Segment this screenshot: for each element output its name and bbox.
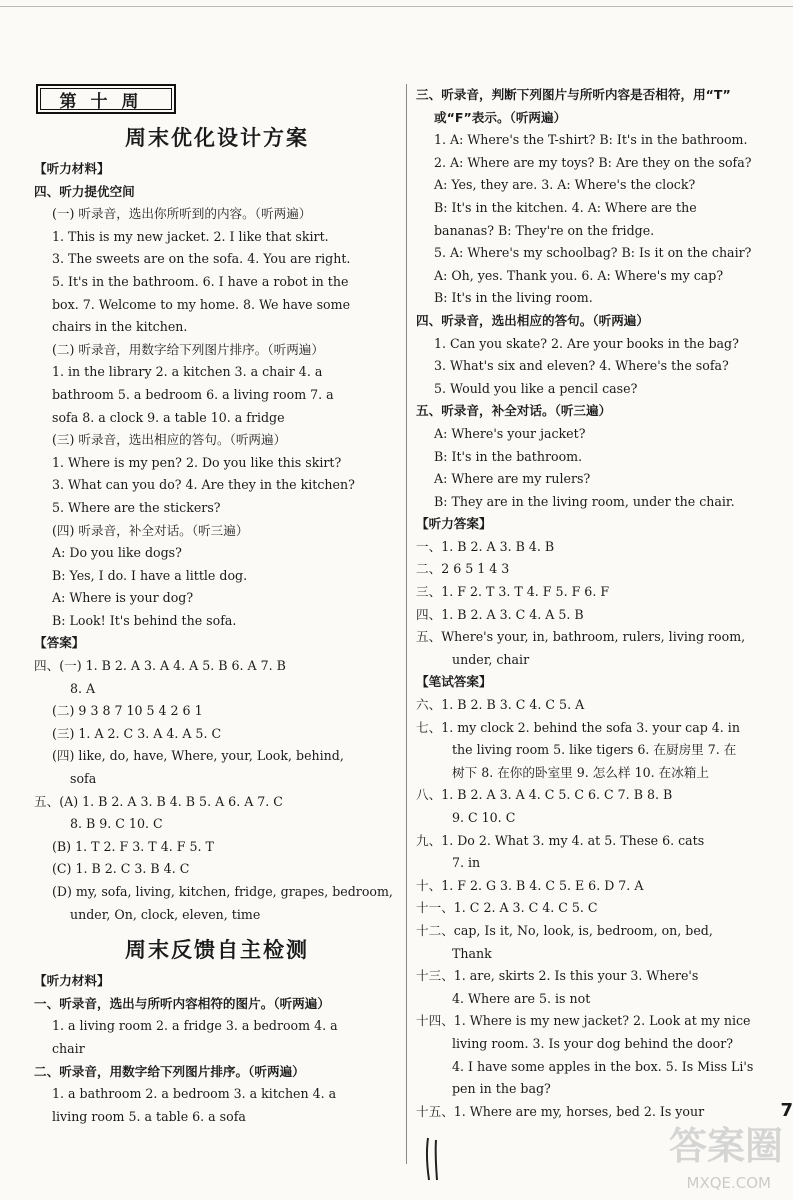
text-line: 二、听录音，用数字给下列图片排序。（听两遍）	[34, 1063, 305, 1079]
text-line: 4. Where are 5. is not	[452, 990, 591, 1006]
text-line: 1. Where is my pen? 2. Do you like this skirt?	[52, 454, 342, 470]
text-line: 树下 8. 在你的卧室里 9. 怎么样 10. 在冰箱上	[452, 764, 709, 780]
text-line: 四、听录音，选出相应的答句。（听两遍）	[416, 312, 649, 328]
text-line: 十二、cap, Is it, No, look, is, bedroom, on, bed,	[416, 922, 713, 938]
text-line: bathroom 5. a bedroom 6. a living room 7. a	[52, 386, 334, 402]
text-line: 八、1. B 2. A 3. A 4. C 5. C 6. C 7. B 8. B	[416, 787, 673, 803]
text-line: B: They are in the living room, under the chair.	[434, 493, 735, 509]
text-line: A: Oh, yes. Thank you. 6. A: Where's my cap?	[434, 267, 724, 283]
week-label-box	[36, 84, 176, 114]
text-line: 1. a living room 2. a fridge 3. a bedroom 4. a	[52, 1018, 338, 1034]
text-line: sofa 8. a clock 9. a table 10. a fridge	[52, 409, 285, 425]
text-line: (D) my, sofa, living, kitchen, fridge, grapes, bedroom,	[52, 884, 393, 899]
text-line: (B) 1. T 2. F 3. T 4. F 5. T	[52, 838, 214, 854]
text-line: 十四、1. Where is my new jacket? 2. Look at my nice	[416, 1013, 751, 1029]
text-line: 5. A: Where's my schoolbag? B: Is it on the chair?	[434, 245, 752, 261]
watermark-text-large: 答案圈	[668, 1124, 783, 1168]
text-line: B: It's in the bathroom.	[434, 448, 583, 464]
text-line: 5. It's in the bathroom. 6. I have a robot in the	[52, 273, 349, 289]
text-line: 1. A: Where's the T-shirt? B: It's in the bathroom.	[434, 132, 748, 148]
text-line: 8. A	[70, 680, 96, 696]
text-line: (四) 听录音，补全对话。（听三遍）	[52, 522, 249, 538]
text-line: 或“F”表示。（听两遍）	[434, 109, 567, 125]
text-line: under, chair	[452, 651, 530, 667]
text-line: B: Look! It's behind the sofa.	[52, 612, 237, 628]
text-line: A: Where are my rulers?	[434, 471, 591, 487]
text-line: B: It's in the living room.	[434, 290, 593, 306]
text-line: sofa	[70, 771, 97, 787]
text-line: 十一、1. C 2. A 3. C 4. C 5. C	[416, 900, 598, 916]
text-line: 2. A: Where are my toys? B: Are they on the sofa?	[434, 154, 752, 170]
text-line: Thank	[452, 945, 492, 961]
text-line: 5. Would you like a pencil case?	[434, 380, 638, 396]
page-number: 7	[780, 1100, 793, 1121]
left-column	[34, 84, 400, 1128]
watermark-logo	[633, 1120, 793, 1200]
text-line: living room. 3. Is your dog behind the door?	[452, 1035, 733, 1051]
text-line: box. 7. Welcome to my home. 8. We have some	[52, 296, 351, 312]
text-line: chair	[52, 1040, 85, 1056]
text-line: 【听力答案】	[416, 516, 492, 532]
text-line: 五、Where's your, in, bathroom, rulers, living room,	[416, 629, 746, 645]
text-line: 1. This is my new jacket. 2. I like that skirt.	[52, 228, 329, 244]
text-line: bananas? B: They're on the fridge.	[434, 222, 655, 238]
text-line: 【笔试答案】	[416, 674, 492, 690]
text-line: 三、听录音，判断下列图片与所听内容是否相符，用“T”	[416, 87, 731, 102]
text-line: 3. What can you do? 4. Are they in the kitchen?	[52, 477, 355, 493]
text-line: living room 5. a table 6. a sofa	[52, 1108, 246, 1124]
text-line: (四) like, do, have, Where, your, Look, behind,	[52, 748, 344, 764]
page-mark-icon	[422, 1136, 446, 1182]
text-line: B: It's in the kitchen. 4. A: Where are the	[434, 199, 697, 215]
text-line: 五、(A) 1. B 2. A 3. B 4. B 5. A 6. A 7. C	[34, 793, 283, 809]
week-label: 第十周	[59, 91, 153, 112]
text-line: under, On, clock, eleven, time	[70, 906, 261, 922]
text-line: (三) 1. A 2. C 3. A 4. A 5. C	[52, 725, 222, 741]
text-line: 十三、1. are, skirts 2. Is this your 3. Where's	[416, 968, 699, 984]
text-line: 4. I have some apples in the box. 5. Is Miss Li's	[452, 1058, 754, 1074]
text-line: 二、2 6 5 1 4 3	[416, 561, 510, 577]
text-line: 九、1. Do 2. What 3. my 4. at 5. These 6. cats	[416, 832, 705, 848]
text-line: 六、1. B 2. B 3. C 4. C 5. A	[416, 697, 585, 713]
text-line: 7. in	[452, 855, 481, 871]
text-line: 5. Where are the stickers?	[52, 499, 221, 515]
text-line: chairs in the kitchen.	[52, 319, 188, 335]
text-line: 1. in the library 2. a kitchen 3. a chair 4. a	[52, 364, 323, 380]
text-line: 四、(一) 1. B 2. A 3. A 4. A 5. B 6. A 7. B	[34, 658, 286, 674]
text-line: B: Yes, I do. I have a little dog.	[52, 567, 248, 583]
watermark-text-small: MXQE.COM	[686, 1174, 771, 1192]
text-line: 十、1. F 2. G 3. B 4. C 5. E 6. D 7. A	[416, 877, 644, 893]
text-line: 四、听力提优空间	[34, 183, 135, 199]
text-line: (一) 听录音，选出你所听到的内容。（听两遍）	[52, 206, 312, 222]
text-line: 三、1. F 2. T 3. T 4. F 5. F 6. F	[416, 584, 610, 600]
text-line: 1. a bathroom 2. a bedroom 3. a kitchen 4. a	[52, 1086, 337, 1102]
text-line: 十五、1. Where are my, horses, bed 2. Is your	[416, 1103, 705, 1119]
text-line: A: Where is your dog?	[52, 590, 194, 606]
text-line: 8. B 9. C 10. C	[70, 816, 163, 832]
section-title-1: 周末优化设计方案	[125, 126, 309, 150]
section-title-2: 周末反馈自主检测	[125, 938, 309, 963]
text-line: (C) 1. B 2. C 3. B 4. C	[52, 861, 190, 877]
text-line: 七、1. my clock 2. behind the sofa 3. your cap 4. in	[416, 719, 740, 735]
text-line: A: Do you like dogs?	[52, 545, 182, 561]
text-line: 3. What's six and eleven? 4. Where's the sofa?	[434, 358, 729, 374]
text-line: A: Where's your jacket?	[434, 425, 586, 441]
text-line: 一、1. B 2. A 3. B 4. B	[416, 538, 555, 554]
text-line: 1. Can you skate? 2. Are your books in the bag?	[434, 335, 739, 351]
text-line: (二) 9 3 8 7 10 5 4 2 6 1	[52, 703, 203, 719]
text-line: (二) 听录音，用数字给下列图片排序。（听两遍）	[52, 341, 324, 357]
text-line: 3. The sweets are on the sofa. 4. You are right.	[52, 251, 351, 267]
right-column	[416, 84, 788, 1123]
text-line: the living room 5. like tigers 6. 在厨房里 7. 在	[452, 742, 737, 758]
column-divider	[406, 84, 407, 1164]
top-rule	[0, 6, 793, 7]
text-line: 五、听录音，补全对话。（听三遍）	[416, 403, 612, 419]
text-line: 四、1. B 2. A 3. C 4. A 5. B	[416, 606, 584, 622]
text-line: 【听力材料】	[34, 161, 110, 176]
text-line: A: Yes, they are. 3. A: Where's the clock?	[434, 177, 696, 193]
text-line: pen in the bag?	[452, 1081, 551, 1097]
text-line: 一、听录音，选出与所听内容相符的图片。（听两遍）	[34, 995, 330, 1011]
text-line: (三) 听录音，选出相应的答句。（听两遍）	[52, 432, 287, 448]
text-line: 【听力材料】	[34, 973, 110, 989]
text-line: 【答案】	[34, 635, 85, 651]
text-line: 9. C 10. C	[452, 810, 516, 825]
